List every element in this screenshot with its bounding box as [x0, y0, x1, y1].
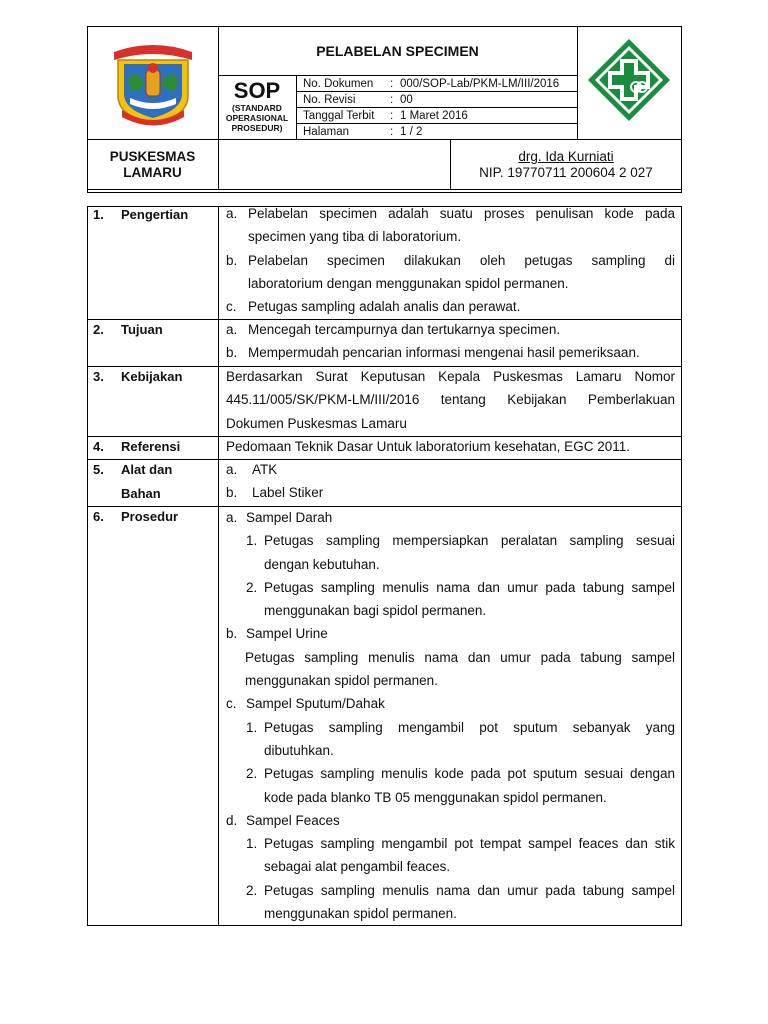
list-marker: b. [226, 345, 238, 361]
list-item: menggunakan spidol permanen. [264, 906, 457, 922]
list-item [226, 318, 675, 341]
list-item: 2. Petugas sampling menulis nama dan umur pada tabung sampel [246, 882, 675, 898]
meta-label-date: Tanggal Terbit [303, 110, 375, 122]
list-item: Petugas sampling menulis nama dan umur pada tabung sampel [245, 649, 675, 665]
meta-colon-date: : [390, 110, 394, 122]
list-item: 1. Petugas sampling mempersiapkan peralatan sampling sesuai [246, 533, 675, 549]
signer-nip: NIP. 19770711 200604 2 027 [479, 165, 653, 180]
section-1-content [226, 202, 675, 318]
list-item: dibutuhkan. [264, 742, 334, 758]
signer-name: drg. Ida Kurniati [518, 149, 614, 164]
list-item [226, 341, 675, 364]
list-item: kode pada blanko TB 05 menggunakan spidol permanen. [264, 789, 607, 805]
list-text: Mempermudah pencarian informasi mengenai hasil pemeriksaan. [248, 345, 640, 361]
section-5-content [226, 458, 675, 505]
section-2-content [226, 318, 675, 365]
section-4-content [226, 435, 675, 458]
section-4-title: Referensi [121, 439, 181, 454]
list-item [226, 272, 675, 295]
paragraph-line: Berdasarkan Surat Keputusan Kepala Puskesmas Lamaru Nomor [226, 369, 675, 384]
section-3-title: Kebijakan [121, 369, 183, 384]
list-item: b. Sampel Urine [226, 626, 328, 642]
section-3-content [226, 365, 675, 435]
list-marker: b. [226, 485, 238, 501]
section-6-title: Prosedur [121, 509, 179, 524]
list-item: 1. Petugas sampling mengambil pot sputum sebanyak yang [246, 719, 675, 735]
section-1-number: 1. [93, 207, 104, 222]
list-item [226, 249, 675, 272]
paragraph-line: Dokumen Puskesmas Lamaru [226, 415, 407, 431]
list-item: 2. Petugas sampling menulis kode pada pot sputum sesuai dengan [246, 766, 675, 782]
meta-value-date: 1 Maret 2016 [400, 110, 468, 122]
meta-label-page: Halaman [303, 126, 350, 138]
list-text: Petugas sampling adalah analis dan perawat. [248, 299, 521, 315]
list-text: specimen yang tiba di laboratorium. [248, 229, 462, 245]
section-5-number: 5. [93, 462, 104, 477]
list-text: ATK [252, 462, 278, 477]
reference-text: Pedomaan Teknik Dasar Untuk laboratorium kesehatan, EGC 2011. [226, 439, 630, 454]
list-text: Label Stiker [252, 485, 324, 501]
list-text: Pelabelan specimen adalah suatu proses penulisan kode pada [248, 206, 675, 221]
section-2-number: 2. [93, 322, 104, 337]
sop-subtitle-3: PROSEDUR) [231, 123, 283, 133]
list-item [226, 481, 675, 504]
list-item: c. Sampel Sputum/Dahak [226, 696, 385, 712]
list-marker: a. [226, 322, 238, 337]
meta-value-rev: 00 [400, 94, 413, 106]
section-6-number: 6. [93, 509, 104, 524]
list-item [226, 202, 675, 225]
section-5-title-2: Bahan [121, 486, 161, 501]
puskesmas-logo [586, 37, 672, 123]
balikpapan-emblem-logo [108, 38, 198, 128]
section-6-content [226, 506, 675, 925]
section-2-title: Tujuan [121, 322, 163, 337]
list-item: d. Sampel Feaces [226, 812, 340, 828]
sop-subtitle-1: (STANDARD [232, 103, 282, 113]
document-title: PELABELAN SPECIMEN [316, 43, 479, 59]
list-text: Mencegah tercampurnya dan tertukarnya specimen. [248, 322, 561, 337]
list-text: laboratorium dengan menggunakan spidol permanen. [248, 275, 569, 291]
puskesmas-name-2: LAMARU [123, 165, 182, 180]
list-item: sebagai alat pengambil feaces. [264, 859, 451, 875]
puskesmas-name-1: PUSKESMAS [109, 149, 196, 164]
paragraph-line: 445.11/005/SK/PKM-LM/III/2016 tentang Kebijakan Pemberlakuan [226, 392, 675, 408]
meta-colon-rev: : [390, 94, 394, 106]
list-marker: b. [226, 252, 238, 268]
meta-value-page: 1 / 2 [400, 126, 423, 138]
meta-label-doc: No. Dokumen [303, 78, 374, 90]
list-item: 1. Petugas sampling mengambil pot tempat sampel feaces dan stik [246, 836, 675, 852]
list-text: Pelabelan specimen dilakukan oleh petugas sampling di [248, 252, 675, 268]
list-item [226, 225, 675, 248]
list-marker: a. [226, 206, 238, 221]
list-item: 2. Petugas sampling menulis nama dan umur pada tabung sampel [246, 579, 675, 595]
section-1-title: Pengertian [121, 207, 189, 222]
meta-label-rev: No. Revisi [303, 94, 356, 106]
list-item [226, 458, 675, 481]
list-marker: a. [226, 462, 238, 477]
list-item: menggunakan spidol permanen. [245, 673, 438, 689]
sop-subtitle-2: OPERASIONAL [225, 113, 289, 123]
list-item [226, 295, 675, 318]
meta-colon-doc: : [390, 78, 394, 90]
list-item: menggunakan bagi spidol permanen. [264, 603, 487, 619]
section-4-number: 4. [93, 439, 104, 454]
sop-label: SOP [233, 78, 281, 103]
section-5-title-1: Alat dan [121, 462, 173, 477]
list-marker: c. [226, 299, 237, 315]
section-3-number: 3. [93, 369, 104, 384]
meta-colon-page: : [390, 126, 394, 138]
list-item: dengan kebutuhan. [264, 556, 380, 572]
meta-value-doc: 000/SOP-Lab/PKM-LM/III/2016 [400, 78, 560, 90]
list-item: a. Sampel Darah [226, 510, 333, 525]
